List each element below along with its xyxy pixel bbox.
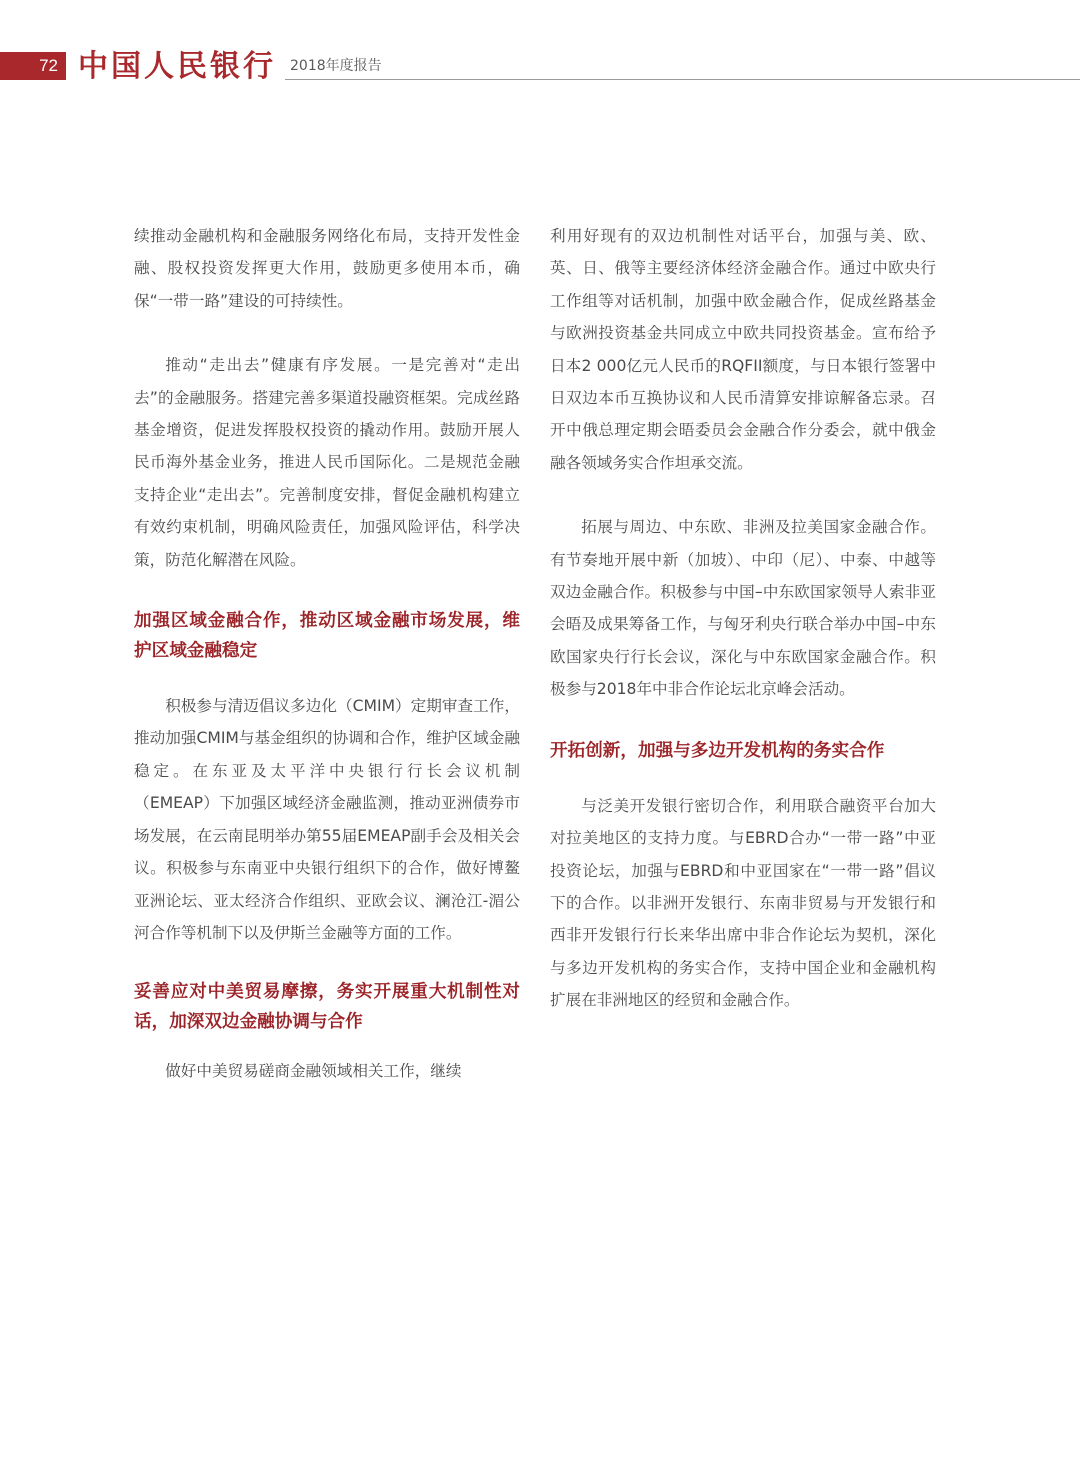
left-paragraph-1: 续推动金融机构和金融服务网络化布局，支持开发性金融、股权投资发挥更大作用，鼓励更多使用本币，确保“一带一路”建设的可持续性。 (134, 227, 520, 310)
left-paragraph-3: 积极参与清迈倡议多边化（CMIM）定期审查工作，推动加强CMIM与基金组织的协调和合作，维护区域金融稳定。在东亚及太平洋中央银行行长会议机制（EMEAP）下加强区域经济金融监测，推动亚洲债券市场发展，在云南昆明举办第55届EMEAP副手会及相关会议。积极参与东南亚中央银行组织下的合作，做好博鳌亚洲论坛、亚太经济合作组织、亚欧会议、澜沧江-湄公河合作等机制下以及伊斯兰金融等方面的工作。 (134, 697, 520, 942)
pboc-logo-text: 中国人民银行 (78, 49, 276, 84)
right-column (550, 220, 936, 1017)
left-paragraph-4: 做好中美贸易磋商金融领域相关工作，继续 (165, 1062, 462, 1081)
report-title: 2018年度报告 (290, 58, 382, 74)
section-heading-sino-us-trade: 妥善应对中美贸易摩擦，务实开展重大机制性对话，加深双边金融协调与合作 (134, 982, 520, 1033)
page-header (0, 48, 1080, 88)
header-divider (285, 79, 1080, 80)
page-number: 72 (0, 52, 66, 80)
section-heading-multilateral-cooperation: 开拓创新，加强与多边开发机构的务实合作 (550, 740, 885, 761)
right-paragraph-1: 利用好现有的双边机制性对话平台，加强与美、欧、英、日、俄等主要经济体经济金融合作。通过中欧央行工作组等对话机制，加强中欧金融合作，促成丝路基金与欧洲投资基金共同成立中欧共同投资基金。宣布给予日本2 000亿元人民币的RQFII额度，与日本银行签署中日双边本币互换协议和人民币清算安排谅解备忘录。召开中俄总理定期会晤委员会金融合作分委会，就中俄金融各领域务实合作坦承交流。 (550, 227, 936, 472)
left-paragraph-2: 推动“走出去”健康有序发展。一是完善对“走出去”的金融服务。搭建完善多渠道投融资框架。完成丝路基金增资，促进发挥股权投资的撬动作用。鼓励开展人民币海外基金业务，推进人民币国际化。二是规范金融支持企业“走出去”。完善制度安排，督促金融机构建立有效约束机制，明确风险责任，加强风险评估，科学决策，防范化解潜在风险。 (134, 356, 520, 569)
right-paragraph-2: 拓展与周边、中东欧、非洲及拉美国家金融合作。有节奏地开展中新（加坡）、中印（尼）、中泰、中越等双边金融合作。积极参与中国–中东欧国家领导人索非亚会晤及成果筹备工作，与匈牙利央行联合举办中国–中东欧国家央行行长会议，深化与中东欧国家金融合作。积极参与2018年中非合作论坛北京峰会活动。 (550, 518, 936, 699)
right-paragraph-3: 与泛美开发银行密切合作，利用联合融资平台加大对拉美地区的支持力度。与EBRD合办“一带一路”中亚投资论坛，加强与EBRD和中亚国家在“一带一路”倡议下的合作。以非洲开发银行、东南非贸易与开发银行和西非开发银行行长来华出席中非合作论坛为契机，深化与多边开发机构的务实合作，支持中国企业和金融机构扩展在非洲地区的经贸和金融合作。 (550, 796, 936, 1010)
left-column (134, 220, 520, 1088)
section-heading-regional-cooperation: 加强区域金融合作，推动区域金融市场发展，维护区域金融稳定 (134, 611, 520, 662)
